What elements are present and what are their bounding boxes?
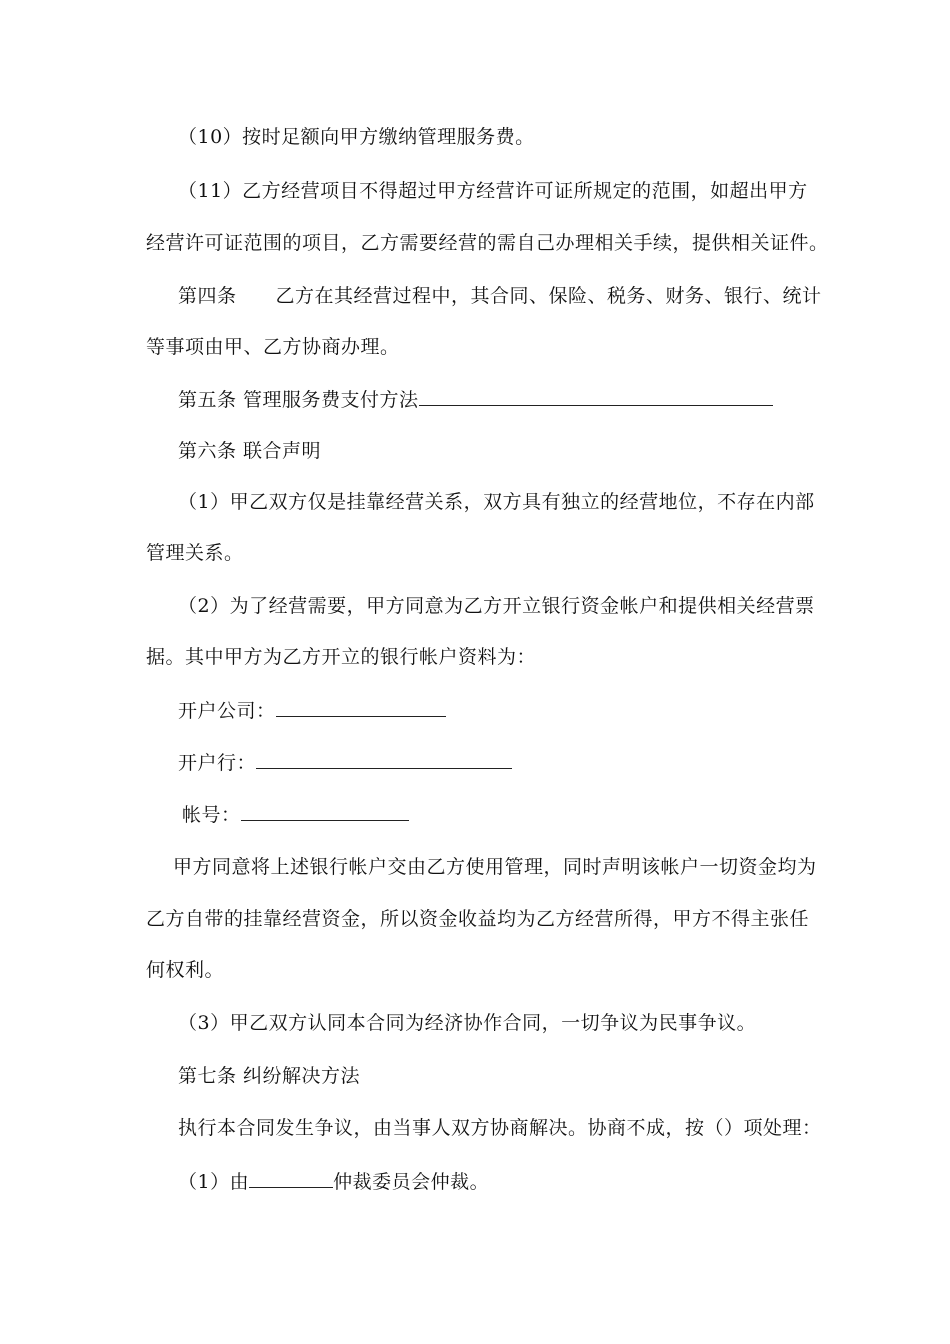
- article-5-label: 第五条 管理服务费支付方法: [178, 389, 419, 411]
- payment-method-blank: [419, 387, 773, 406]
- account-statement-line-1: 甲方同意将上述银行帐户交由乙方使用管理，同时声明该帐户一切资金均为: [173, 856, 817, 878]
- clause-3-item-11-line-2: 经营许可证范围的项目，乙方需要经营的需自己办理相关手续，提供相关证件。: [146, 232, 829, 254]
- account-company-label: 开户公司：: [178, 700, 276, 722]
- arbitration-prefix: （1）由: [178, 1171, 250, 1193]
- account-company-line: [178, 698, 446, 723]
- account-company-blank: [276, 698, 446, 717]
- clause-3-item-10: （10）按时足额向甲方缴纳管理服务费。: [178, 126, 535, 148]
- account-statement-line-3: 何权利。: [146, 959, 225, 981]
- clause-3-item-11-line-1: （11）乙方经营项目不得超过甲方经营许可证所规定的范围，如超出甲方: [178, 180, 808, 202]
- article-7-heading: 第七条 纠纷解决方法: [178, 1065, 361, 1087]
- article-6-item-2-line-1: （2）为了经营需要，甲方同意为乙方开立银行资金帐户和提供相关经营票: [178, 595, 815, 617]
- article-4-line-2: 等事项由甲、乙方协商办理。: [146, 336, 400, 358]
- article-6-item-3: （3）甲乙双方认同本合同为经济协作合同，一切争议为民事争议。: [178, 1012, 757, 1034]
- article-4-line-1: 第四条 乙方在其经营过程中，其合同、保险、税务、财务、银行、统计: [178, 285, 822, 307]
- account-number-blank: [241, 802, 409, 821]
- arbitration-suffix: 仲裁委员会仲裁。: [333, 1171, 490, 1193]
- account-bank-line: [178, 750, 512, 775]
- arbitration-committee-blank: [249, 1169, 333, 1188]
- account-number-label: 帐号：: [182, 804, 241, 826]
- account-statement-line-2: 乙方自带的挂靠经营资金，所以资金收益均为乙方经营所得，甲方不得主张任: [146, 908, 810, 930]
- account-bank-blank: [256, 750, 512, 769]
- article-6-item-2-line-2: 据。其中甲方为乙方开立的银行帐户资料为：: [146, 646, 537, 668]
- account-number-line: [182, 802, 409, 827]
- article-6-heading: 第六条 联合声明: [178, 440, 322, 462]
- article-5-heading: [178, 387, 773, 412]
- article-6-item-1-line-2: 管理关系。: [146, 542, 244, 564]
- article-7-body: 执行本合同发生争议，由当事人双方协商解决。协商不成，按（）项处理：: [178, 1117, 822, 1139]
- account-bank-label: 开户行：: [178, 752, 257, 774]
- article-7-item-1: [178, 1169, 489, 1194]
- article-6-item-1-line-1: （1）甲乙双方仅是挂靠经营关系，双方具有独立的经营地位，不存在内部: [178, 491, 815, 513]
